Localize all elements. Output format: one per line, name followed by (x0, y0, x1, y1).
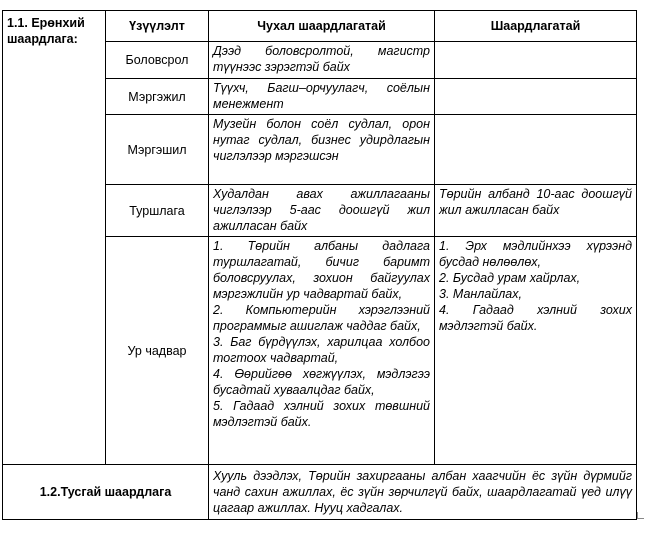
list-item: 1. Төрийн албаны дадлага туршлагатай, бичиг баримт боловсруулах, зохион байгуулах мэргэжлийн ур чадвартай байх, (213, 239, 430, 301)
criterion-specialization: Мэргэшил (106, 115, 209, 185)
required-skills (209, 237, 435, 465)
section-general-label: 1.1. Ерөнхий шаардлага: (3, 11, 106, 465)
list-item: 3. Манлайлах, (439, 287, 522, 301)
desired-specialization (435, 115, 637, 185)
section-special-label: 1.2.Тусгай шаардлага (3, 465, 209, 520)
list-item: 2. Компьютерийн хэрэглээний программыг ашиглаж чаддаг байх, (213, 303, 430, 333)
header-required: Чухал шаардлагатай (209, 11, 435, 42)
criterion-experience: Туршлага (106, 185, 209, 237)
desired-experience: Төрийн албанд 10-аас доошгүй жил ажилласан байх (435, 185, 637, 237)
required-specialization: Музейн болон соёл судлал, орон нутаг судлал, бизнес удирдлагын чиглэлээр мэргэшсэн (209, 115, 435, 185)
table-row (3, 465, 637, 520)
list-item: 2. Бусдад урам хайрлах, (439, 271, 581, 285)
list-item: 1. Эрх мэдлийнхээ хүрээнд бусдад нөлөөлөх, (439, 239, 632, 269)
header-criterion: Үзүүлэлт (106, 11, 209, 42)
list-item: 3. Баг бүрдүүлэх, харилцаа холбоо тогтоох чадвартай, (213, 335, 430, 365)
list-item: 5. Гадаад хэлний зохих төвшний мэдлэгтэй байх. (213, 399, 430, 429)
criterion-profession: Мэргэжил (106, 79, 209, 115)
section-special-text: Хууль дээдлэх, Төрийн захиргааны албан хаагчийн ёс зүйн дүрмийг чанд сахин ажиллах, ёс зүйн зөрчилгүй байх, шаардлагатай үед илүү цагаар ажиллах. Нууц хадгалах. (209, 465, 637, 520)
criterion-skills: Ур чадвар (106, 237, 209, 465)
desired-skills (435, 237, 637, 465)
criterion-education: Боловсрол (106, 42, 209, 79)
desired-education (435, 42, 637, 79)
list-item: 4. Гадаад хэлний зохих мэдлэгтэй байх. (439, 303, 632, 333)
desired-profession (435, 79, 637, 115)
header-desired: Шаардлагатай (435, 11, 637, 42)
required-experience: Худалдан авах ажиллагааны чиглэлээр 5-аас доошгүй жил ажилласан байх (209, 185, 435, 237)
required-profession: Түүхч, Багш–орчуулагч, соёлын менежмент (209, 79, 435, 115)
list-item: 4. Өөрийгөө хөгжүүлэх, мэдлэгээ бусадтай хуваалцдаг байх, (213, 367, 430, 397)
page-corner-mark (637, 512, 644, 519)
requirements-table (2, 10, 637, 520)
required-education: Дээд боловсролтой, магистр түүнээс зэрэгтэй байх (209, 42, 435, 79)
